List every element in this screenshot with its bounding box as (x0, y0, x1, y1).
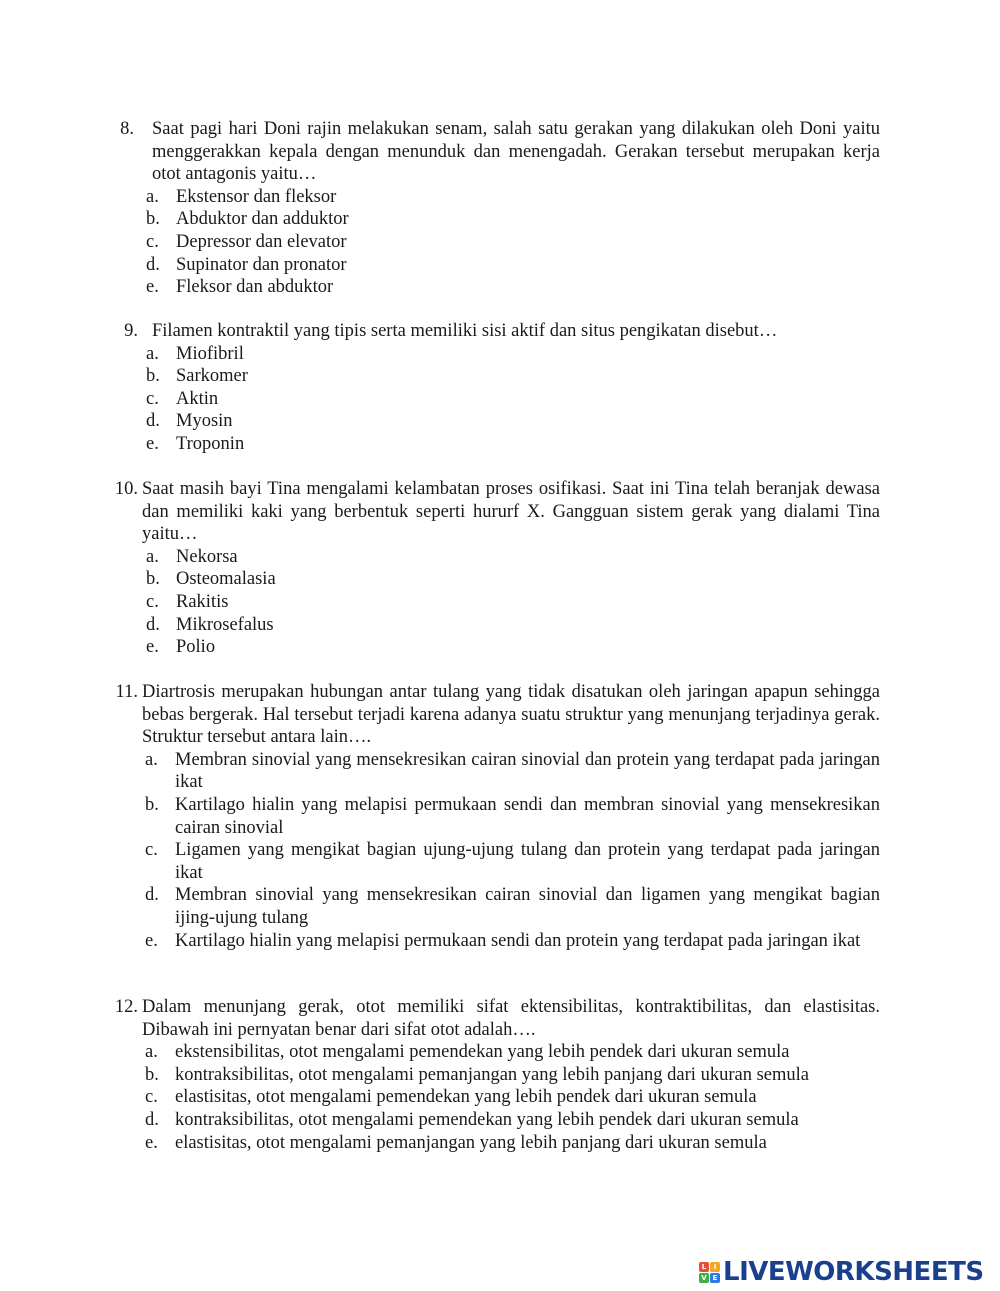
option-letter: a. (146, 343, 159, 364)
question-8 (0, 118, 1000, 299)
option-letter: a. (146, 186, 159, 207)
option-a[interactable] (146, 343, 880, 366)
option-text: Depressor dan elevator (176, 231, 347, 252)
question-number: 8. (120, 119, 134, 139)
option-text: Sarkomer (176, 366, 248, 387)
option-a[interactable] (145, 749, 880, 794)
option-letter: e. (145, 1132, 158, 1153)
option-d[interactable] (146, 614, 880, 637)
option-letter: a. (145, 1042, 158, 1063)
option-letter: a. (145, 749, 158, 770)
option-e[interactable] (145, 930, 880, 953)
option-text: Rakitis (176, 591, 229, 612)
option-text: Membran sinovial yang mensekresikan cairan sinovial dan protein yang terdapat pada jaringan ikat (175, 749, 880, 793)
option-letter: c. (145, 840, 158, 861)
option-text: elastisitas, otot mengalami pemanjangan yang lebih panjang dari ukuran semula (175, 1132, 767, 1153)
option-text: ekstensibilitas, otot mengalami pemendekan yang lebih pendek dari ukuran semula (175, 1042, 790, 1063)
option-letter: d. (146, 614, 160, 635)
option-letter: b. (146, 209, 160, 230)
option-text: Mikrosefalus (176, 614, 274, 635)
question-number: 9. (124, 321, 138, 341)
question-12 (0, 996, 1000, 1154)
option-c[interactable] (145, 839, 880, 884)
option-e[interactable] (145, 1132, 880, 1155)
option-letter: b. (146, 366, 160, 387)
option-text: Kartilago hialin yang melapisi permukaan sendi dan membran sinovial yang mensekresikan cairan sinovial (175, 794, 880, 838)
options-list (0, 546, 1000, 659)
option-letter: b. (145, 1064, 159, 1085)
option-c[interactable] (146, 591, 880, 614)
option-b[interactable] (146, 568, 880, 591)
option-text: Miofibril (176, 343, 244, 364)
option-letter: d. (145, 1109, 159, 1130)
question-9 (0, 320, 1000, 456)
option-e[interactable] (146, 433, 880, 456)
options-list (0, 749, 1000, 952)
options-list (0, 1041, 1000, 1154)
option-letter: c. (146, 591, 159, 612)
question-text: Saat pagi hari Doni rajin melakukan senam, salah satu gerakan yang dilakukan oleh Doni yaitu menggerakkan kepala dengan menunduk dan menengadah. Gerakan tersebut merupakan kerja otot antagonis yaitu… (152, 119, 880, 185)
block-v: V (699, 1273, 709, 1283)
question-number: 10. (114, 479, 138, 499)
option-letter: a. (146, 546, 159, 567)
option-letter: e. (146, 637, 159, 658)
question-text: Dalam menunjang gerak, otot memiliki sifat ektensibilitas, kontraktibilitas, dan elastisitas. Dibawah ini pernyatan benar dari sifat otot adalah…. (142, 997, 880, 1040)
option-b[interactable] (146, 365, 880, 388)
option-b[interactable] (145, 1064, 880, 1087)
option-text: Ligamen yang mengikat bagian ujung-ujung tulang dan protein yang terdapat pada jaringan ikat (175, 840, 880, 883)
option-e[interactable] (146, 636, 880, 659)
option-c[interactable] (146, 388, 880, 411)
option-c[interactable] (145, 1086, 880, 1109)
option-text: Ekstensor dan fleksor (176, 186, 337, 207)
block-e: E (710, 1273, 720, 1283)
option-d[interactable] (146, 254, 880, 277)
option-text: Aktin (176, 388, 219, 409)
option-letter: d. (146, 411, 160, 432)
option-letter: e. (146, 277, 159, 298)
option-text: Kartilago hialin yang melapisi permukaan sendi dan protein yang terdapat pada jaringan ikat (175, 930, 861, 951)
block-i: I (710, 1262, 720, 1272)
option-text: Myosin (176, 411, 233, 432)
option-b[interactable] (145, 794, 880, 839)
option-a[interactable] (146, 186, 880, 209)
option-text: Membran sinovial yang mensekresikan cairan sinovial dan ligamen yang mengikat bagian ijing-ujung tulang (175, 885, 880, 928)
option-letter: d. (146, 254, 160, 275)
question-text: Diartrosis merupakan hubungan antar tulang yang tidak disatukan oleh jaringan apapun sehingga bebas bergerak. Hal tersebut terjadi karena adanya suatu struktur yang menunjang terjadinya gerak. Struktur tersebut antara lain…. (142, 682, 880, 748)
option-text: Supinator dan pronator (176, 254, 347, 275)
option-letter: d. (145, 885, 159, 906)
option-a[interactable] (146, 546, 880, 569)
option-letter: c. (146, 231, 159, 252)
question-text: Filamen kontraktil yang tipis serta memiliki sisi aktif dan situs pengikatan disebut… (152, 321, 778, 341)
question-text: Saat masih bayi Tina mengalami kelambatan proses osifikasi. Saat ini Tina telah beranjak dewasa dan memiliki kaki yang berbentuk seperti hururf X. Gangguan sistem gerak yang dialami Tina yaitu… (142, 479, 880, 545)
option-text: Nekorsa (176, 546, 238, 567)
option-letter: e. (145, 930, 158, 951)
liveworksheets-logo[interactable] (699, 1257, 984, 1287)
option-letter: b. (146, 569, 160, 590)
option-text: kontraksibilitas, otot mengalami pemendekan yang lebih pendek dari ukuran semula (175, 1109, 799, 1130)
option-text: Fleksor dan abduktor (176, 277, 334, 298)
block-l: L (699, 1262, 709, 1272)
option-text: kontraksibilitas, otot mengalami pemanjangan yang lebih panjang dari ukuran semula (175, 1064, 809, 1085)
option-c[interactable] (146, 231, 880, 254)
option-text: Osteomalasia (176, 569, 276, 590)
option-text: Abduktor dan adduktor (176, 209, 349, 230)
brand-name: LIVEWORKSHEETS (723, 1256, 984, 1287)
option-d[interactable] (145, 884, 880, 929)
question-10 (0, 478, 1000, 659)
option-letter: c. (146, 388, 159, 409)
option-letter: c. (145, 1087, 158, 1108)
option-d[interactable] (145, 1109, 880, 1132)
question-number: 12. (114, 997, 138, 1017)
options-list (0, 186, 1000, 299)
option-letter: e. (146, 433, 159, 454)
question-number: 11. (115, 682, 138, 702)
option-letter: b. (145, 794, 159, 815)
option-text: Troponin (176, 433, 245, 454)
option-b[interactable] (146, 208, 880, 231)
option-a[interactable] (145, 1041, 880, 1064)
option-d[interactable] (146, 410, 880, 433)
option-e[interactable] (146, 276, 880, 299)
option-text: elastisitas, otot mengalami pemendekan yang lebih pendek dari ukuran semula (175, 1087, 757, 1108)
liveworksheets-blocks-icon (699, 1262, 720, 1283)
option-text: Polio (176, 637, 216, 658)
question-11 (0, 681, 1000, 952)
options-list (0, 343, 1000, 456)
